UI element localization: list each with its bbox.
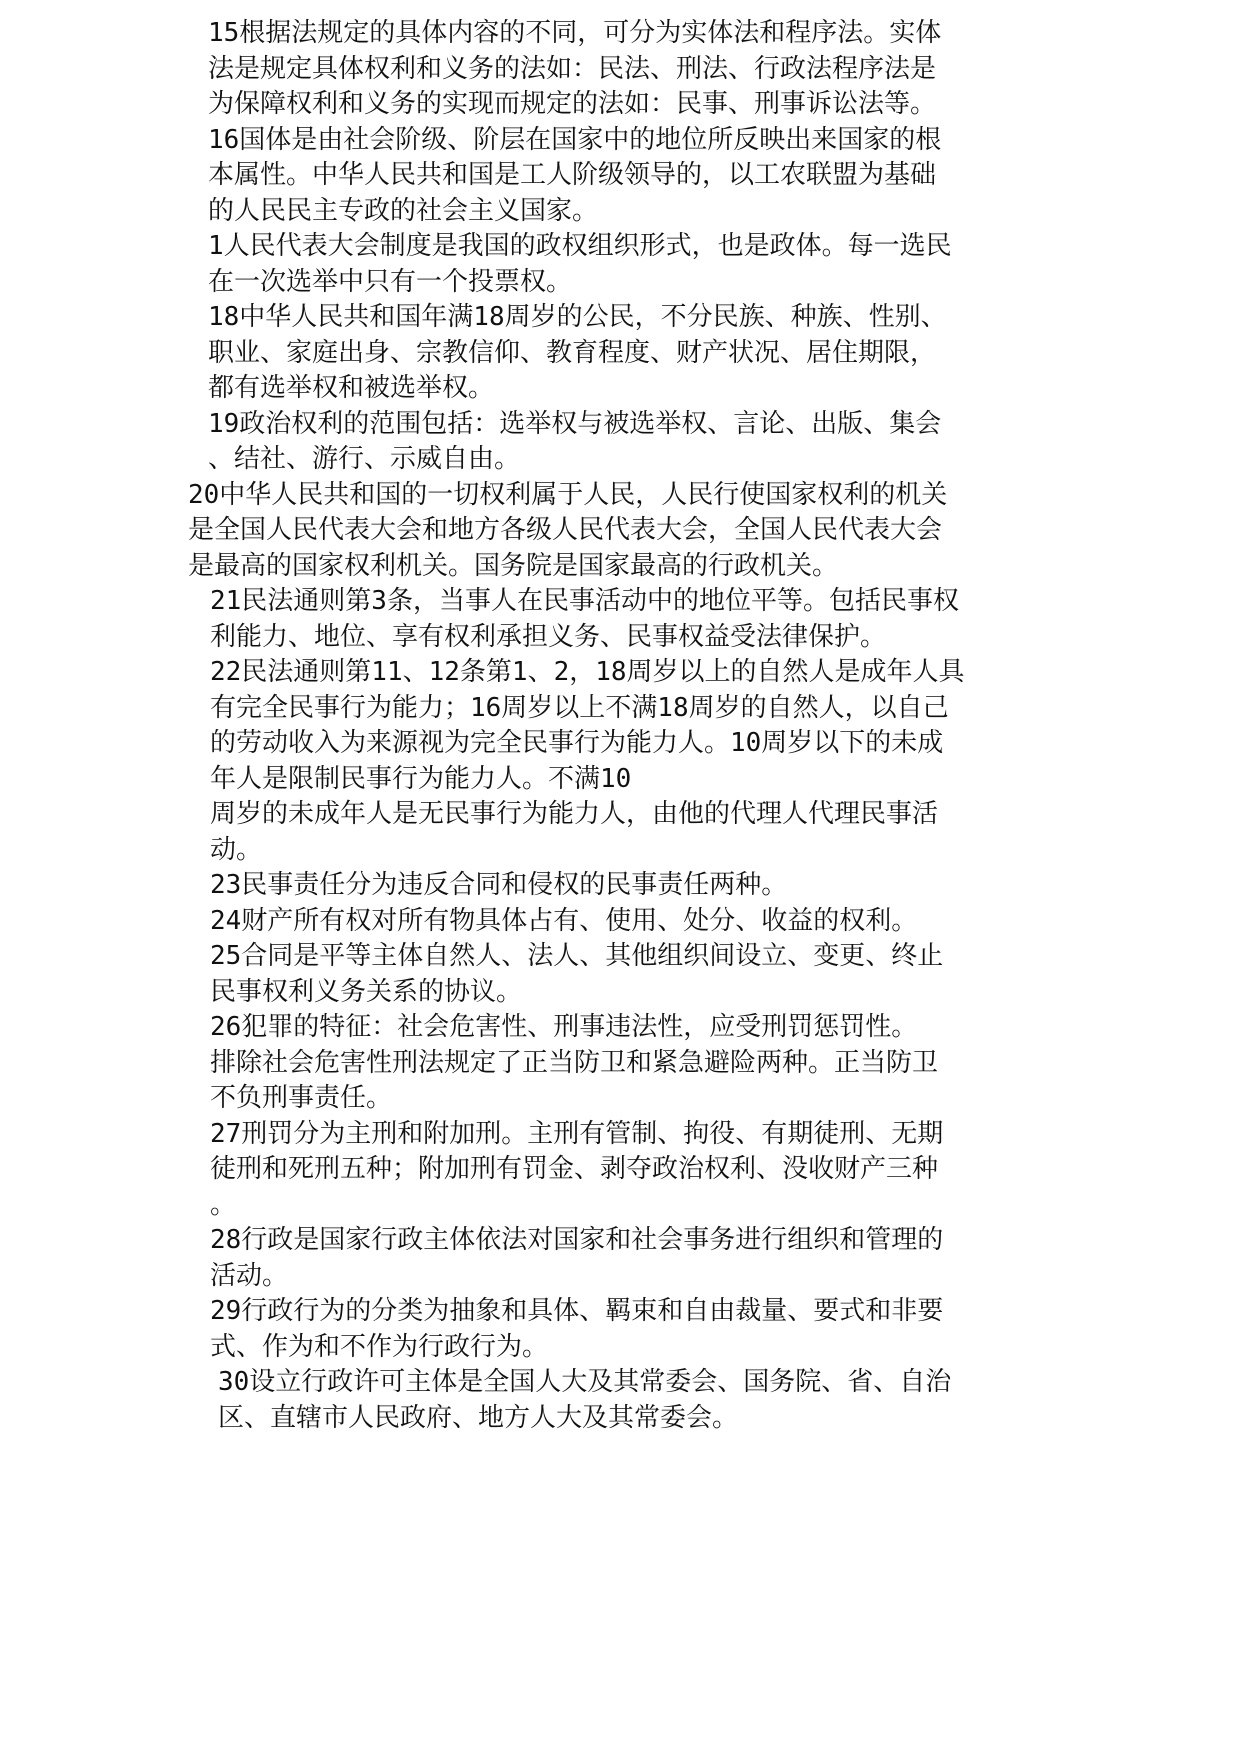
text-line: 都有选举权和被选举权。 [208, 373, 495, 403]
text-line: 职业、家庭出身、宗教信仰、教育程度、财产状况、居住期限， [208, 337, 937, 368]
paragraph-26-continued [210, 1046, 1048, 1117]
text-line: 1人民代表大会制度是我国的政权组织形式，也是政体。每一选民 [208, 231, 952, 261]
text-line: 法是规定具体权利和义务的法如：民法、刑法、行政法程序法是 [208, 53, 937, 84]
text-line: 是全国人民代表大会和地方各级人民代表大会，全国人民代表大会 [188, 515, 943, 545]
text-line: 22民法通则第11、12条第1、2，18周岁以上的自然人是成年人具 [210, 657, 965, 687]
text-line: 15根据法规定的具体内容的不同，可分为实体法和程序法。实体 [208, 18, 942, 48]
paragraph-15 [208, 16, 1048, 123]
text-line: 不负刑事责任。 [210, 1083, 393, 1113]
text-line: 21民法通则第3条，当事人在民事活动中的地位平等。包括民事权 [210, 586, 959, 616]
paragraph-26 [210, 1010, 1048, 1046]
text-line: 30设立行政许可主体是全国人大及其常委会、国务院、省、自治 [218, 1367, 952, 1397]
text-line: 利能力、地位、享有权利承担义务、民事权益受法律保护。 [210, 621, 887, 652]
text-line: 在一次选举中只有一个投票权。 [208, 266, 573, 297]
text-line: 。 [210, 1189, 237, 1220]
text-line: 26犯罪的特征：社会危害性、刑事违法性，应受刑罚惩罚性。 [210, 1012, 918, 1042]
text-line: 24财产所有权对所有物具体占有、使用、处分、收益的权利。 [210, 905, 918, 936]
paragraph-17 [208, 229, 1048, 300]
text-line: 18中华人民共和国年满18周岁的公民，不分民族、种族、性别、 [208, 302, 947, 332]
text-line: 的劳动收入为来源视为完全民事行为能力人。10周岁以下的未成 [210, 728, 944, 758]
text-line: 、结社、游行、示威自由。 [208, 444, 521, 474]
text-line: 区、直辖市人民政府、地方人大及其常委会。 [218, 1402, 739, 1433]
text-line: 28行政是国家行政主体依法对国家和社会事务进行组织和管理的 [210, 1225, 944, 1255]
paragraph-18 [208, 300, 1048, 407]
text-line: 民事权利义务关系的协议。 [210, 976, 523, 1007]
text-line: 动。 [210, 834, 263, 865]
paragraph-19 [208, 407, 1048, 478]
text-line: 有完全民事行为能力；16周岁以上不满18周岁的自然人，以自己 [210, 692, 949, 723]
paragraph-25 [210, 939, 1048, 1010]
text-line: 排除社会危害性刑法规定了正当防卫和紧急避险两种。正当防卫 [210, 1047, 939, 1078]
text-line: 的人民民主专政的社会主义国家。 [208, 195, 599, 226]
text-line: 27刑罚分为主刑和附加刑。主刑有管制、拘役、有期徒刑、无期 [210, 1118, 944, 1149]
paragraph-20 [188, 478, 1048, 585]
document-body [188, 16, 1048, 1436]
paragraph-28 [210, 1223, 1048, 1294]
paragraph-30 [218, 1365, 1048, 1436]
paragraph-24 [210, 904, 1048, 940]
text-line: 29行政行为的分类为抽象和具体、羁束和自由裁量、要式和非要 [210, 1296, 944, 1326]
text-line: 20中华人民共和国的一切权利属于人民，人民行使国家权利的机关 [188, 479, 948, 510]
paragraph-27 [210, 1117, 1048, 1224]
paragraph-21 [210, 584, 1048, 655]
text-line: 本属性。中华人民共和国是工人阶级领导的，以工农联盟为基础 [208, 160, 937, 190]
text-line: 徒刑和死刑五种；附加刑有罚金、剥夺政治权利、没收财产三种 [210, 1154, 939, 1184]
paragraph-29 [210, 1294, 1048, 1365]
text-line: 23民事责任分为违反合同和侵权的民事责任两种。 [210, 870, 788, 900]
text-line: 19政治权利的范围包括：选举权与被选举权、言论、出版、集会 [208, 408, 942, 439]
text-line: 25合同是平等主体自然人、法人、其他组织间设立、变更、终止 [210, 941, 944, 971]
paragraph-22-continued [210, 797, 1048, 868]
text-line: 为保障权利和义务的实现而规定的法如：民事、刑事诉讼法等。 [208, 89, 937, 119]
paragraph-23 [210, 868, 1048, 904]
paragraph-16 [208, 123, 1048, 230]
text-line: 活动。 [210, 1260, 289, 1291]
paragraph-22 [210, 655, 1048, 797]
text-line: 是最高的国家权利机关。国务院是国家最高的行政机关。 [188, 550, 839, 581]
text-line: 年人是限制民事行为能力人。不满10 [210, 763, 632, 794]
text-line: 16国体是由社会阶级、阶层在国家中的地位所反映出来国家的根 [208, 124, 942, 155]
text-line: 周岁的未成年人是无民事行为能力人，由他的代理人代理民事活 [210, 799, 939, 829]
text-line: 式、作为和不作为行政行为。 [210, 1331, 549, 1362]
